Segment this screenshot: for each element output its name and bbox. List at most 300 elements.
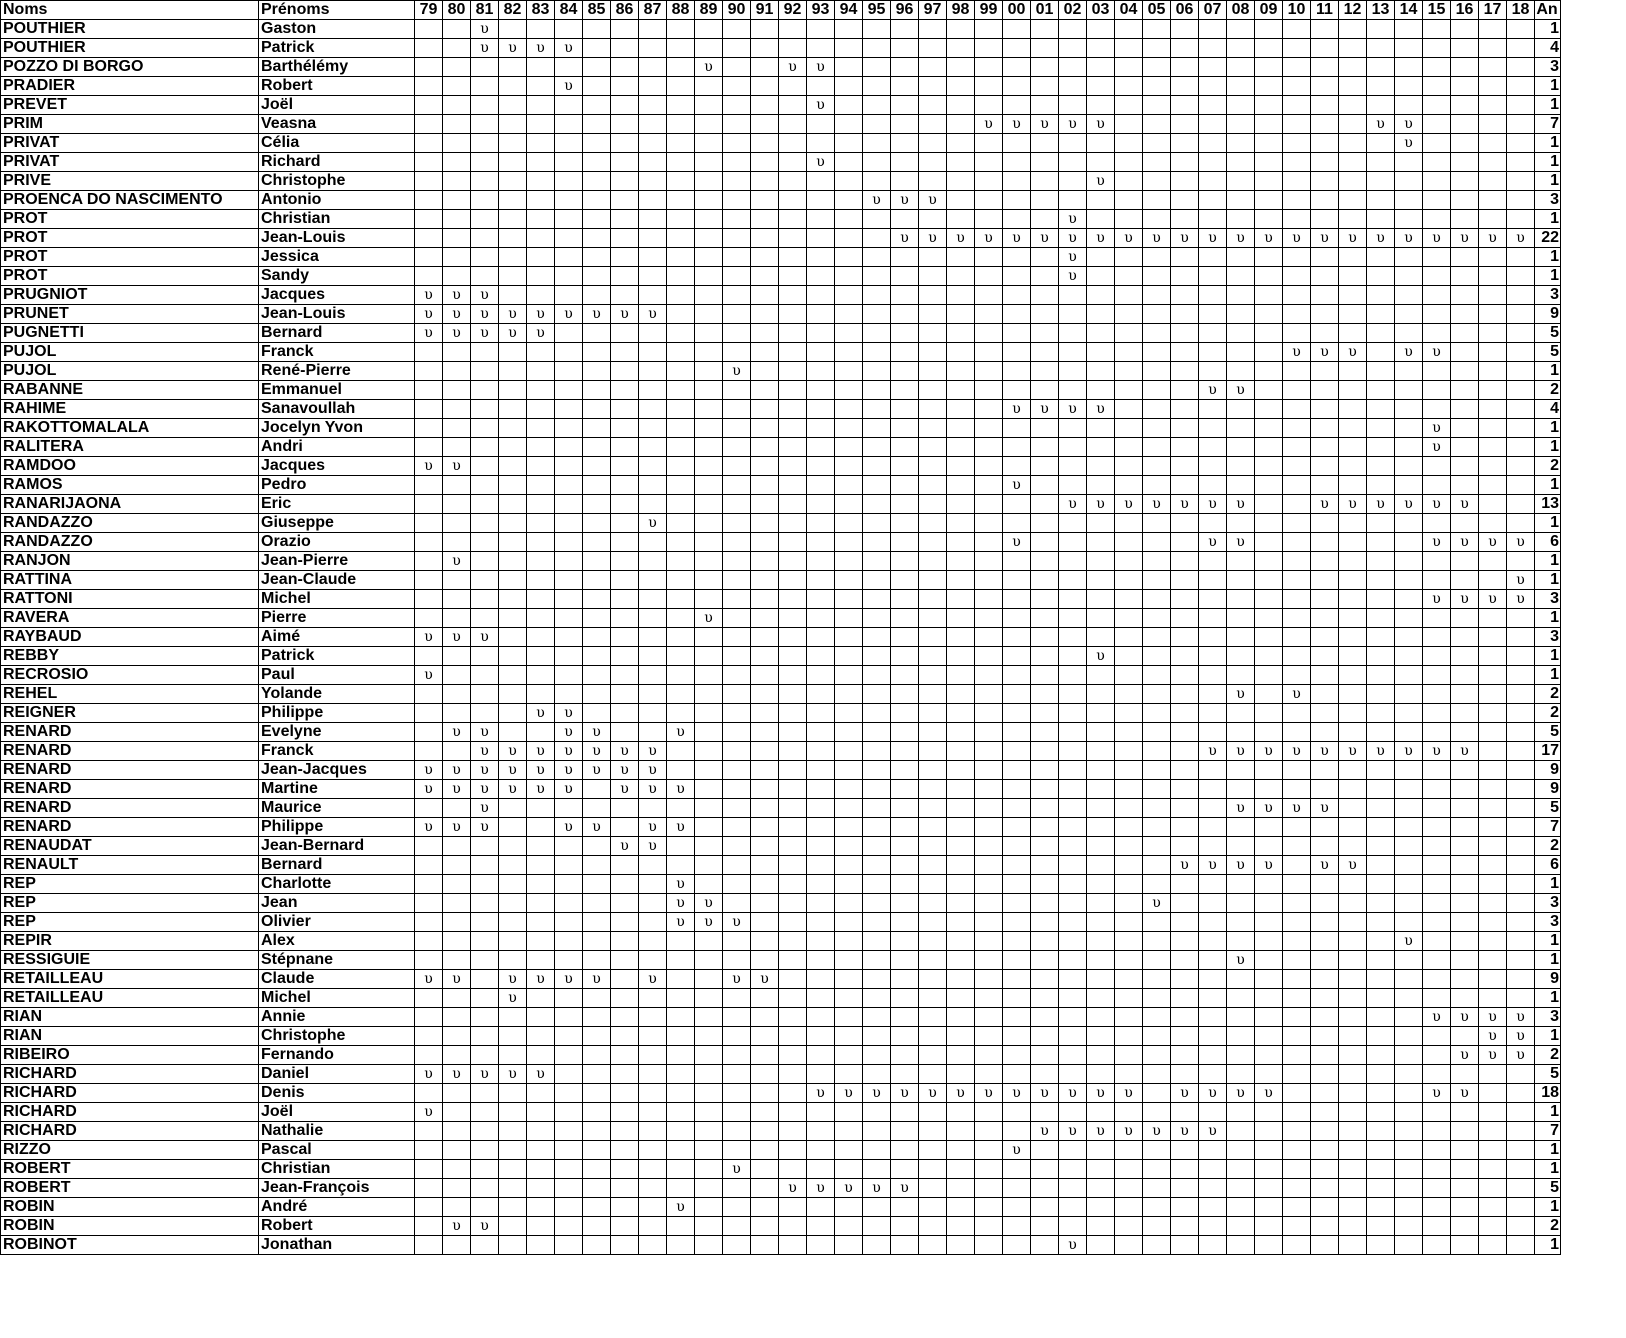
- year-cell-14: [1395, 875, 1423, 894]
- year-cell-18: [1507, 514, 1535, 533]
- row-nom: PROT: [1, 248, 259, 267]
- year-cell-87: [639, 134, 667, 153]
- year-cell-92: υ: [779, 1179, 807, 1198]
- year-cell-99: [975, 419, 1003, 438]
- year-cell-00: [1003, 248, 1031, 267]
- year-cell-87: [639, 457, 667, 476]
- year-cell-01: [1031, 1046, 1059, 1065]
- year-cell-79: [415, 1179, 443, 1198]
- year-cell-14: [1395, 96, 1423, 115]
- year-cell-85: [583, 799, 611, 818]
- year-cell-06: [1171, 1141, 1199, 1160]
- year-cell-01: [1031, 951, 1059, 970]
- year-cell-92: [779, 875, 807, 894]
- year-cell-83: [527, 1103, 555, 1122]
- year-cell-06: [1171, 913, 1199, 932]
- year-cell-04: [1115, 913, 1143, 932]
- year-cell-92: [779, 647, 807, 666]
- year-cell-88: [667, 647, 695, 666]
- year-cell-18: [1507, 685, 1535, 704]
- year-cell-96: [891, 438, 919, 457]
- year-cell-02: υ: [1059, 229, 1087, 248]
- year-cell-93: [807, 533, 835, 552]
- year-cell-80: υ: [443, 628, 471, 647]
- year-cell-03: [1087, 476, 1115, 495]
- year-cell-84: [555, 1236, 583, 1255]
- year-cell-88: [667, 571, 695, 590]
- year-cell-11: [1311, 1122, 1339, 1141]
- year-cell-82: [499, 1198, 527, 1217]
- year-cell-15: [1423, 780, 1451, 799]
- year-cell-18: [1507, 628, 1535, 647]
- year-cell-10: [1283, 20, 1311, 39]
- row-nom: RANDAZZO: [1, 533, 259, 552]
- year-cell-94: [835, 1027, 863, 1046]
- year-cell-06: [1171, 571, 1199, 590]
- year-cell-05: [1143, 723, 1171, 742]
- year-cell-81: [471, 1160, 499, 1179]
- year-cell-01: [1031, 1065, 1059, 1084]
- year-cell-84: [555, 343, 583, 362]
- year-cell-87: υ: [639, 818, 667, 837]
- year-cell-96: [891, 552, 919, 571]
- year-cell-04: [1115, 324, 1143, 343]
- year-cell-96: [891, 495, 919, 514]
- year-cell-17: [1479, 58, 1507, 77]
- year-cell-00: [1003, 856, 1031, 875]
- year-cell-02: [1059, 1217, 1087, 1236]
- year-cell-86: [611, 1198, 639, 1217]
- year-cell-99: [975, 286, 1003, 305]
- year-cell-03: [1087, 1027, 1115, 1046]
- year-cell-87: [639, 324, 667, 343]
- year-cell-10: [1283, 818, 1311, 837]
- year-cell-16: [1451, 723, 1479, 742]
- year-cell-04: [1115, 96, 1143, 115]
- year-cell-96: [891, 115, 919, 134]
- year-cell-13: [1367, 1217, 1395, 1236]
- year-cell-14: [1395, 1179, 1423, 1198]
- year-cell-07: [1199, 1103, 1227, 1122]
- year-cell-06: [1171, 1179, 1199, 1198]
- year-cell-08: [1227, 286, 1255, 305]
- year-cell-05: [1143, 305, 1171, 324]
- year-cell-97: [919, 894, 947, 913]
- row-nom: RIAN: [1, 1008, 259, 1027]
- year-cell-09: [1255, 1179, 1283, 1198]
- year-cell-98: [947, 590, 975, 609]
- year-cell-06: [1171, 609, 1199, 628]
- year-cell-04: [1115, 400, 1143, 419]
- year-cell-83: [527, 400, 555, 419]
- year-cell-17: [1479, 77, 1507, 96]
- year-cell-93: [807, 39, 835, 58]
- year-cell-13: [1367, 400, 1395, 419]
- header-year-89: 89: [695, 1, 723, 20]
- year-cell-84: [555, 552, 583, 571]
- year-cell-02: [1059, 1046, 1087, 1065]
- year-cell-02: [1059, 77, 1087, 96]
- year-cell-15: [1423, 1179, 1451, 1198]
- year-cell-91: υ: [751, 970, 779, 989]
- year-cell-15: [1423, 514, 1451, 533]
- year-cell-98: [947, 153, 975, 172]
- year-cell-93: [807, 989, 835, 1008]
- year-cell-01: [1031, 134, 1059, 153]
- year-cell-09: [1255, 951, 1283, 970]
- year-cell-02: [1059, 457, 1087, 476]
- year-cell-98: [947, 1122, 975, 1141]
- table-row: [1, 666, 1561, 685]
- year-cell-86: [611, 191, 639, 210]
- year-cell-94: υ: [835, 1179, 863, 1198]
- year-cell-04: [1115, 1236, 1143, 1255]
- year-cell-15: [1423, 647, 1451, 666]
- year-cell-85: [583, 1217, 611, 1236]
- year-cell-93: [807, 267, 835, 286]
- year-cell-96: [891, 628, 919, 647]
- year-cell-88: [667, 704, 695, 723]
- year-cell-94: [835, 400, 863, 419]
- year-cell-96: [891, 324, 919, 343]
- year-cell-96: [891, 761, 919, 780]
- year-cell-79: [415, 58, 443, 77]
- year-cell-18: [1507, 419, 1535, 438]
- year-cell-82: [499, 58, 527, 77]
- year-cell-88: [667, 1236, 695, 1255]
- year-cell-12: [1339, 818, 1367, 837]
- header-year-06: 06: [1171, 1, 1199, 20]
- year-cell-92: [779, 1027, 807, 1046]
- year-cell-94: [835, 552, 863, 571]
- year-cell-15: υ: [1423, 742, 1451, 761]
- year-cell-13: [1367, 837, 1395, 856]
- year-cell-87: [639, 628, 667, 647]
- year-cell-89: [695, 666, 723, 685]
- year-cell-18: υ: [1507, 590, 1535, 609]
- year-cell-16: [1451, 1236, 1479, 1255]
- year-cell-80: [443, 685, 471, 704]
- year-cell-97: [919, 856, 947, 875]
- year-cell-10: [1283, 875, 1311, 894]
- year-cell-95: [863, 305, 891, 324]
- year-cell-94: [835, 894, 863, 913]
- year-cell-91: [751, 989, 779, 1008]
- year-cell-98: [947, 894, 975, 913]
- year-cell-90: [723, 343, 751, 362]
- year-cell-08: [1227, 134, 1255, 153]
- year-cell-98: [947, 457, 975, 476]
- year-cell-08: [1227, 666, 1255, 685]
- year-cell-13: υ: [1367, 115, 1395, 134]
- year-cell-03: [1087, 419, 1115, 438]
- year-cell-89: [695, 723, 723, 742]
- table-row: [1, 818, 1561, 837]
- year-cell-03: [1087, 951, 1115, 970]
- year-cell-06: [1171, 970, 1199, 989]
- year-cell-89: [695, 191, 723, 210]
- year-cell-02: [1059, 20, 1087, 39]
- year-cell-07: [1199, 818, 1227, 837]
- year-cell-15: [1423, 1122, 1451, 1141]
- year-cell-01: [1031, 58, 1059, 77]
- year-cell-84: υ: [555, 761, 583, 780]
- year-cell-13: [1367, 723, 1395, 742]
- year-cell-11: [1311, 1027, 1339, 1046]
- header-year-05: 05: [1143, 1, 1171, 20]
- year-cell-01: [1031, 894, 1059, 913]
- year-cell-05: [1143, 1103, 1171, 1122]
- year-cell-96: [891, 39, 919, 58]
- year-cell-86: [611, 590, 639, 609]
- year-cell-02: [1059, 1198, 1087, 1217]
- year-cell-91: [751, 305, 779, 324]
- year-cell-06: [1171, 457, 1199, 476]
- year-cell-00: [1003, 96, 1031, 115]
- row-nom: ROBINOT: [1, 1236, 259, 1255]
- year-cell-81: υ: [471, 305, 499, 324]
- year-cell-01: [1031, 438, 1059, 457]
- year-cell-10: [1283, 115, 1311, 134]
- row-nom: ROBIN: [1, 1198, 259, 1217]
- year-cell-88: [667, 20, 695, 39]
- year-cell-15: [1423, 381, 1451, 400]
- row-total: 1: [1535, 666, 1561, 685]
- year-cell-10: [1283, 457, 1311, 476]
- year-cell-89: [695, 77, 723, 96]
- year-cell-97: [919, 324, 947, 343]
- year-cell-80: [443, 913, 471, 932]
- year-cell-14: [1395, 172, 1423, 191]
- year-cell-96: [891, 1046, 919, 1065]
- year-cell-14: [1395, 951, 1423, 970]
- year-cell-00: [1003, 153, 1031, 172]
- year-cell-15: [1423, 1046, 1451, 1065]
- year-cell-85: [583, 552, 611, 571]
- year-cell-98: [947, 286, 975, 305]
- year-cell-17: υ: [1479, 229, 1507, 248]
- year-cell-15: [1423, 476, 1451, 495]
- year-cell-13: [1367, 362, 1395, 381]
- year-cell-06: υ: [1171, 856, 1199, 875]
- table-row: [1, 96, 1561, 115]
- year-cell-91: [751, 286, 779, 305]
- year-cell-98: [947, 267, 975, 286]
- year-cell-11: [1311, 875, 1339, 894]
- year-cell-98: [947, 1236, 975, 1255]
- year-cell-83: υ: [527, 970, 555, 989]
- table-row: [1, 970, 1561, 989]
- year-cell-00: [1003, 324, 1031, 343]
- year-cell-87: [639, 704, 667, 723]
- year-cell-90: [723, 495, 751, 514]
- year-cell-91: [751, 514, 779, 533]
- year-cell-07: [1199, 172, 1227, 191]
- year-cell-80: υ: [443, 286, 471, 305]
- year-cell-83: [527, 571, 555, 590]
- year-cell-10: [1283, 989, 1311, 1008]
- year-cell-91: [751, 1027, 779, 1046]
- year-cell-82: [499, 1179, 527, 1198]
- row-prenom: Pedro: [259, 476, 415, 495]
- year-cell-01: [1031, 723, 1059, 742]
- row-nom: POZZO DI BORGO: [1, 58, 259, 77]
- year-cell-88: [667, 1065, 695, 1084]
- year-cell-10: [1283, 1179, 1311, 1198]
- year-cell-80: [443, 590, 471, 609]
- year-cell-83: [527, 837, 555, 856]
- year-cell-13: [1367, 172, 1395, 191]
- year-cell-15: [1423, 210, 1451, 229]
- year-cell-86: [611, 704, 639, 723]
- year-cell-01: [1031, 837, 1059, 856]
- year-cell-93: [807, 305, 835, 324]
- year-cell-93: [807, 856, 835, 875]
- year-cell-08: [1227, 20, 1255, 39]
- year-cell-12: [1339, 77, 1367, 96]
- year-cell-01: [1031, 1027, 1059, 1046]
- year-cell-14: [1395, 818, 1423, 837]
- year-cell-80: [443, 191, 471, 210]
- year-cell-83: [527, 1198, 555, 1217]
- year-cell-14: [1395, 666, 1423, 685]
- year-cell-02: υ: [1059, 1122, 1087, 1141]
- year-cell-89: [695, 1198, 723, 1217]
- year-cell-88: υ: [667, 1198, 695, 1217]
- year-cell-95: [863, 400, 891, 419]
- year-cell-87: [639, 58, 667, 77]
- year-cell-90: [723, 799, 751, 818]
- year-cell-08: [1227, 571, 1255, 590]
- year-cell-92: [779, 419, 807, 438]
- row-prenom: Sanavoullah: [259, 400, 415, 419]
- year-cell-10: [1283, 419, 1311, 438]
- table-row: [1, 1008, 1561, 1027]
- year-cell-07: υ: [1199, 381, 1227, 400]
- year-cell-07: [1199, 324, 1227, 343]
- year-cell-86: [611, 1008, 639, 1027]
- table-row: [1, 153, 1561, 172]
- year-cell-98: [947, 438, 975, 457]
- year-cell-82: [499, 77, 527, 96]
- year-cell-04: [1115, 989, 1143, 1008]
- year-cell-84: [555, 1065, 583, 1084]
- year-cell-14: [1395, 1046, 1423, 1065]
- table-row: [1, 210, 1561, 229]
- year-cell-09: [1255, 1027, 1283, 1046]
- year-cell-06: [1171, 1008, 1199, 1027]
- year-cell-90: [723, 609, 751, 628]
- year-cell-85: [583, 875, 611, 894]
- year-cell-09: [1255, 419, 1283, 438]
- year-cell-07: υ: [1199, 229, 1227, 248]
- year-cell-06: [1171, 837, 1199, 856]
- year-cell-90: [723, 191, 751, 210]
- row-prenom: Michel: [259, 590, 415, 609]
- year-cell-06: [1171, 134, 1199, 153]
- year-cell-82: υ: [499, 39, 527, 58]
- year-cell-96: [891, 476, 919, 495]
- year-cell-84: [555, 324, 583, 343]
- year-cell-86: [611, 514, 639, 533]
- year-cell-85: [583, 989, 611, 1008]
- year-cell-06: [1171, 1217, 1199, 1236]
- year-cell-95: [863, 1141, 891, 1160]
- row-prenom: Nathalie: [259, 1122, 415, 1141]
- year-cell-85: [583, 666, 611, 685]
- year-cell-93: [807, 362, 835, 381]
- year-cell-02: [1059, 571, 1087, 590]
- year-cell-06: [1171, 210, 1199, 229]
- year-cell-14: [1395, 552, 1423, 571]
- year-cell-15: [1423, 818, 1451, 837]
- year-cell-79: [415, 647, 443, 666]
- year-cell-98: [947, 514, 975, 533]
- year-cell-89: υ: [695, 913, 723, 932]
- year-cell-92: [779, 1160, 807, 1179]
- year-cell-82: [499, 818, 527, 837]
- year-cell-95: [863, 856, 891, 875]
- year-cell-16: [1451, 324, 1479, 343]
- year-cell-12: [1339, 647, 1367, 666]
- year-cell-07: [1199, 609, 1227, 628]
- year-cell-95: [863, 20, 891, 39]
- year-cell-11: [1311, 1046, 1339, 1065]
- year-cell-82: [499, 1103, 527, 1122]
- year-cell-88: [667, 685, 695, 704]
- year-cell-15: [1423, 457, 1451, 476]
- year-cell-99: [975, 1160, 1003, 1179]
- year-cell-01: υ: [1031, 1122, 1059, 1141]
- year-cell-01: [1031, 96, 1059, 115]
- year-cell-88: [667, 533, 695, 552]
- year-cell-89: [695, 1103, 723, 1122]
- row-total: 7: [1535, 1122, 1561, 1141]
- year-cell-84: [555, 856, 583, 875]
- year-cell-96: [891, 305, 919, 324]
- year-cell-00: [1003, 1065, 1031, 1084]
- year-cell-08: υ: [1227, 742, 1255, 761]
- year-cell-90: [723, 1027, 751, 1046]
- year-cell-81: [471, 837, 499, 856]
- year-cell-82: [499, 1141, 527, 1160]
- header-year-10: 10: [1283, 1, 1311, 20]
- row-nom: RANARIJAONA: [1, 495, 259, 514]
- year-cell-15: υ: [1423, 419, 1451, 438]
- year-cell-11: [1311, 514, 1339, 533]
- year-cell-84: υ: [555, 39, 583, 58]
- year-cell-99: [975, 381, 1003, 400]
- year-cell-18: [1507, 1065, 1535, 1084]
- year-cell-94: [835, 229, 863, 248]
- year-cell-88: [667, 856, 695, 875]
- year-cell-92: [779, 533, 807, 552]
- year-cell-90: [723, 267, 751, 286]
- row-total: 1: [1535, 172, 1561, 191]
- year-cell-07: [1199, 39, 1227, 58]
- year-cell-17: [1479, 476, 1507, 495]
- year-cell-94: [835, 1141, 863, 1160]
- year-cell-14: [1395, 1217, 1423, 1236]
- year-cell-98: [947, 210, 975, 229]
- year-cell-96: [891, 1122, 919, 1141]
- year-cell-00: [1003, 837, 1031, 856]
- year-cell-93: [807, 1236, 835, 1255]
- year-cell-99: [975, 913, 1003, 932]
- year-cell-98: [947, 609, 975, 628]
- year-cell-82: [499, 267, 527, 286]
- year-cell-81: υ: [471, 20, 499, 39]
